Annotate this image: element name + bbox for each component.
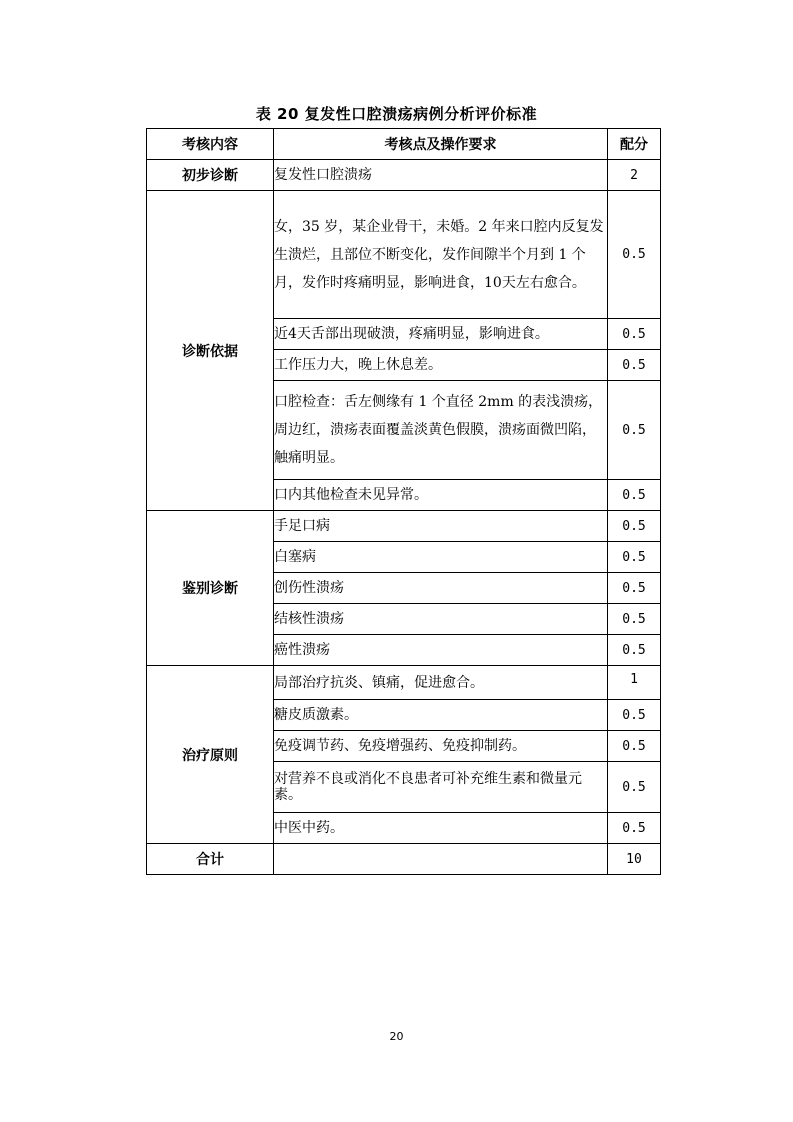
header-score: 配分 xyxy=(608,129,661,160)
requirement-cell: 近4天舌部出现破溃，疼痛明显，影响进食。 xyxy=(274,319,608,350)
requirement-cell: 手足口病 xyxy=(274,511,608,542)
requirement-cell: 中医中药。 xyxy=(274,813,608,844)
score-cell: 0.5 xyxy=(608,542,661,573)
score-cell: 0.5 xyxy=(608,319,661,350)
score-cell: 0.5 xyxy=(608,731,661,762)
requirement-cell: 白塞病 xyxy=(274,542,608,573)
score-cell: 0.5 xyxy=(608,813,661,844)
score-cell: 0.5 xyxy=(608,700,661,731)
requirement-cell: 癌性溃疡 xyxy=(274,635,608,666)
requirement-cell: 结核性溃疡 xyxy=(274,604,608,635)
score-cell: 0.5 xyxy=(608,381,661,480)
score-cell: 0.5 xyxy=(608,635,661,666)
table-row xyxy=(147,511,661,542)
category-preliminary: 初步诊断 xyxy=(147,160,274,191)
score-cell: 0.5 xyxy=(608,480,661,511)
requirement-cell: 口内其他检查未见异常。 xyxy=(274,480,608,511)
page-number: 20 xyxy=(389,1030,404,1043)
requirement-cell: 工作压力大，晚上休息差。 xyxy=(274,350,608,381)
header-category: 考核内容 xyxy=(147,129,274,160)
table-row xyxy=(147,666,661,700)
score-cell: 0.5 xyxy=(608,511,661,542)
score-cell: 1 xyxy=(608,666,661,700)
category-differential: 鉴别诊断 xyxy=(147,511,274,666)
requirement-cell: 女，35 岁，某企业骨干，未婚。2 年来口腔内反复发生溃烂，且部位不断变化，发作间隙半个月到 1 个月，发作时疼痛明显，影响进食，10天左右愈合。 xyxy=(274,191,608,319)
score-cell: 0.5 xyxy=(608,573,661,604)
score-cell: 0.5 xyxy=(608,762,661,813)
total-label: 合计 xyxy=(147,844,274,875)
total-empty-cell xyxy=(274,844,608,875)
category-basis: 诊断依据 xyxy=(147,191,274,511)
requirement-cell: 糖皮质激素。 xyxy=(274,700,608,731)
evaluation-table xyxy=(146,128,661,875)
score-cell: 0.5 xyxy=(608,604,661,635)
requirement-cell: 创伤性溃疡 xyxy=(274,573,608,604)
score-cell: 2 xyxy=(608,160,661,191)
table-row xyxy=(147,160,661,191)
header-requirement: 考核点及操作要求 xyxy=(274,129,608,160)
total-score: 10 xyxy=(608,844,661,875)
score-cell: 0.5 xyxy=(608,191,661,319)
requirement-cell: 复发性口腔溃疡 xyxy=(274,160,608,191)
table-title: 表 20 复发性口腔溃疡病例分析评价标准 xyxy=(255,105,538,123)
score-cell: 0.5 xyxy=(608,350,661,381)
category-treatment: 治疗原则 xyxy=(147,666,274,844)
requirement-cell: 免疫调节药、免疫增强药、免疫抑制药。 xyxy=(274,731,608,762)
header-row xyxy=(147,129,661,160)
total-row xyxy=(147,844,661,875)
requirement-cell: 口腔检查：舌左侧缘有 1 个直径 2mm 的表浅溃疡，周边红，溃疡表面覆盖淡黄色假膜，溃疡面微凹陷，触痛明显。 xyxy=(274,381,608,480)
requirement-cell: 对营养不良或消化不良患者可补充维生素和微量元素。 xyxy=(274,762,608,813)
requirement-cell: 局部治疗抗炎、镇痛，促进愈合。 xyxy=(274,666,608,700)
table-row xyxy=(147,191,661,319)
